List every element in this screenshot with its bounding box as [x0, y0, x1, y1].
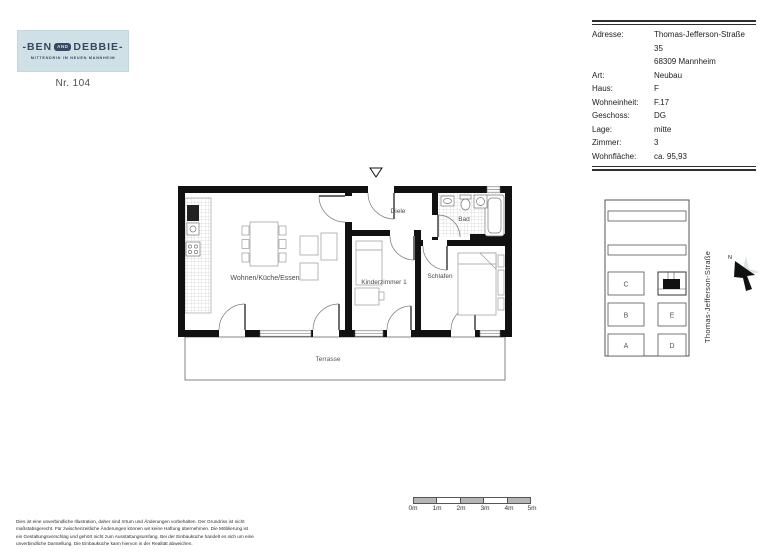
site-building-bar-1: [608, 211, 686, 221]
svg-text:B: B: [623, 312, 629, 320]
site-building-b: [608, 303, 644, 326]
unit-info-table: [592, 20, 756, 171]
info-label: Adresse:: [592, 30, 624, 39]
room-label-sleep: Schlafen: [427, 273, 453, 280]
site-building-e: [658, 303, 686, 326]
svg-text:N: N: [728, 255, 732, 261]
disclaimer-text: Dies ist eine unverbindliche Illustration, daher sind Irrtum und Änderungen vorbehalten. Der Grundriss ist nicht maßstabsgerecht. Für zwischenzeitliche Änderungen können wir keine Haftung übernehmen. Die Möblierung ist ein Gestaltungsvorschlag und gehört nicht zum Ausstattungsumfang. Bei der Einbauküche handelt es sich um eine unverbindliche Darstellung. Die Einbauküche kann hiervon in der Realität abweichen.: [16, 519, 254, 546]
entrance-marker-icon: [370, 168, 382, 177]
brand-and-badge: AND: [54, 43, 71, 52]
site-building-bar-2: [608, 245, 686, 255]
brand-logo-text: [22, 42, 123, 53]
north-arrow-icon: [726, 248, 766, 300]
site-building-a: [608, 334, 644, 356]
room-label-living: Wohnen/Küche/Essen: [230, 275, 300, 282]
address-line-2: 68309 Mannheim: [654, 57, 716, 66]
svg-text:D: D: [669, 343, 675, 350]
kitchen-appliances: [186, 205, 200, 256]
bedroom-furniture: [458, 253, 504, 315]
sofa-set: [300, 233, 337, 280]
svg-text:E: E: [669, 312, 675, 320]
brand-logo: [17, 30, 129, 72]
apartment-floor-plan: [170, 160, 520, 390]
info-row-geschoss: Geschoss: DG: [592, 111, 666, 120]
info-row-wohnflaeche: Wohnfläche: ca. 95,93: [592, 151, 687, 161]
scale-bar-labels: 0m 1m 2m 3m 4m 5m: [408, 505, 537, 512]
info-row-adresse: [592, 28, 756, 69]
brand-suffix: DEBBIE-: [73, 40, 124, 53]
address-line-1: Thomas-Jefferson-Straße 35: [654, 30, 745, 53]
room-label-bath: Bad: [458, 216, 470, 223]
street-name-label: Thomas-Jefferson-Straße: [703, 250, 712, 343]
child-room-furniture: [355, 241, 384, 305]
info-value: [654, 28, 756, 69]
info-row-lage: Lage: mitte: [592, 124, 672, 134]
site-building-c: [608, 272, 644, 295]
highlighted-unit: [663, 279, 680, 289]
scale-bar-segments: [413, 497, 531, 504]
info-row-art: Art: Neubau: [592, 70, 683, 80]
brand-prefix: -BEN: [22, 40, 53, 53]
room-label-terrace: Terrasse: [315, 356, 341, 363]
svg-text:A: A: [623, 343, 629, 350]
info-row-zimmer: Zimmer: 3: [592, 138, 659, 147]
site-building-f-highlighted: [658, 272, 686, 295]
site-building-d: [658, 334, 686, 356]
dining-set: [242, 222, 286, 266]
unit-number: Nr. 104: [55, 78, 91, 89]
terrace-area: [185, 337, 505, 380]
svg-text:C: C: [623, 281, 629, 289]
room-label-hall: Diele: [390, 208, 406, 215]
info-row-haus: Haus: F: [592, 84, 659, 93]
scale-bar: [408, 497, 537, 514]
room-label-child: Kinderzimmer 1: [361, 279, 407, 286]
info-row-wohneinheit: Wohneinheit: F.17: [592, 97, 670, 107]
site-plan: [600, 190, 700, 370]
brand-tagline: MITTENDRIN IM NEUEN MANNHEIM: [30, 56, 116, 61]
